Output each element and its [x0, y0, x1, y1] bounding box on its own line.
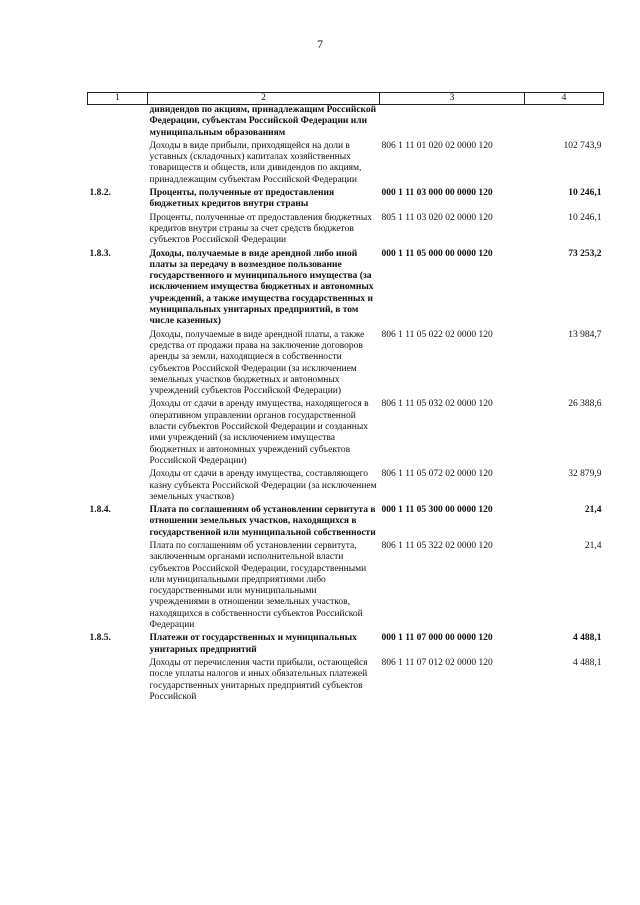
row-number — [88, 467, 148, 503]
row-amount: 26 388,6 — [568, 399, 602, 410]
row-code: 000 1 11 03 000 00 0000 120 — [381, 188, 493, 199]
row-number — [88, 105, 148, 139]
row-code: 000 1 11 05 000 00 0000 120 — [381, 248, 493, 259]
row-description: дивидендов по акциям, принадлежащим Российской Федерации, субъектам Российской Федерации или муниципальным образованиям — [149, 105, 377, 138]
row-description: Доходы, получаемые в виде арендной платы, а также средства от продажи права на заключение договоров аренды за земли, находящиеся в собственности субъектов Российской Федерации (за исключением земельных участков бюджетных и автономных учреждений субъектов Российской Федерации) — [149, 329, 365, 397]
row-amount: 73 253,2 — [568, 248, 602, 259]
header-col-3: 3 — [380, 93, 525, 105]
row-description: Платежи от государственных и муниципальных унитарных предприятий — [149, 633, 357, 655]
row-code: 806 1 11 01 020 02 0000 120 — [381, 140, 493, 151]
table-body — [88, 105, 604, 704]
row-code: 000 1 11 05 300 00 0000 120 — [381, 505, 493, 516]
row-description: Доходы от сдачи в аренду имущества, находящегося в оперативном управлении органов государственной власти субъектов Российской Федерации и созданных ими учреждений (за исключением имущества бюджетных и автономных учреждений субъектов Российской Федерации) — [149, 399, 369, 466]
row-number — [88, 539, 148, 631]
header-col-1: 1 — [88, 93, 148, 105]
row-amount: 21,4 — [584, 505, 602, 516]
table-row — [88, 656, 604, 703]
table-row — [88, 247, 604, 328]
row-amount: 13 984,7 — [568, 329, 602, 340]
row-code — [380, 105, 525, 139]
header-col-4: 4 — [525, 93, 604, 105]
table-row — [88, 211, 604, 247]
row-code: 805 1 11 03 020 02 0000 120 — [381, 212, 493, 223]
row-description: Проценты, полученные от предоставления бюджетных кредитов внутри страны за счет средств бюджетов субъектов Российской Федерации — [149, 212, 372, 246]
row-number — [88, 139, 148, 186]
row-number: 1.8.3. — [89, 248, 111, 259]
header-col-2: 2 — [148, 93, 380, 105]
row-amount: 10 246,1 — [568, 188, 602, 199]
row-number — [88, 328, 148, 398]
table-row — [88, 539, 604, 631]
row-description: Доходы от сдачи в аренду имущества, составляющего казну субъекта Российской Федерации (за исключением земельных участков) — [149, 469, 377, 502]
row-amount: 4 488,1 — [573, 657, 602, 668]
row-number — [88, 397, 148, 467]
row-description: Плата по соглашениям об установлении сервитута в отношении земельных участков, находящихся в государственной или муниципальной собственности — [149, 505, 376, 538]
table-row — [88, 503, 604, 539]
row-code: 806 1 11 05 022 02 0000 120 — [381, 329, 493, 340]
row-number: 1.8.4. — [89, 505, 111, 516]
page-number: 7 — [317, 37, 323, 51]
row-amount — [525, 105, 604, 139]
row-code: 000 1 11 07 000 00 0000 120 — [381, 633, 493, 644]
row-description: Проценты, полученные от предоставления бюджетных кредитов внутри страны — [149, 188, 335, 210]
table-row — [88, 328, 604, 398]
table-row — [88, 186, 604, 211]
row-number: 1.8.2. — [89, 188, 111, 199]
revenue-table — [87, 92, 604, 703]
table-row — [88, 397, 604, 467]
row-amount: 10 246,1 — [568, 212, 602, 223]
row-description: Доходы, получаемые в виде арендной либо иной платы за передачу в возмездное пользование государственного и муниципального имущества (за исключением имущества бюджетных и автономных учреждений, а также имущества государственных и муниципальных унитарных предприятий, в том числе казенных) — [149, 248, 374, 327]
row-amount: 4 488,1 — [573, 633, 602, 644]
row-number: 1.8.5. — [89, 633, 111, 644]
row-code: 806 1 11 05 322 02 0000 120 — [381, 540, 493, 551]
row-description: Плата по соглашениям об установлении сервитута, заключенным органами исполнительной власти субъектов Российской Федерации, государственными или муниципальными предприятиями либо государственными или муниципальными учреждениями в отношении земельных участков, находящихся в собственности субъектов Российской Федерации — [149, 540, 367, 631]
table-row — [88, 467, 604, 503]
table-row — [88, 139, 604, 186]
row-description: Доходы от перечисления части прибыли, остающейся после уплаты налогов и иных обязательных платежей государственных унитарных предприятий субъектов Российской — [149, 657, 368, 702]
table-row — [88, 631, 604, 656]
row-code: 806 1 11 05 072 02 0000 120 — [381, 469, 493, 480]
row-amount: 32 879,9 — [568, 469, 602, 480]
row-amount: 102 743,9 — [563, 140, 602, 151]
table-header — [88, 93, 604, 105]
row-amount: 21,4 — [584, 540, 602, 551]
row-number — [88, 656, 148, 703]
row-code: 806 1 11 07 012 02 0000 120 — [381, 657, 493, 668]
table-row — [88, 105, 604, 139]
row-code: 806 1 11 05 032 02 0000 120 — [381, 399, 493, 410]
row-number — [88, 211, 148, 247]
row-description: Доходы в виде прибыли, приходящейся на доли в уставных (складочных) капиталах хозяйственных товариществ и обществ, или дивидендов по акциям, принадлежащим субъектам Российской Федерации — [149, 140, 362, 185]
